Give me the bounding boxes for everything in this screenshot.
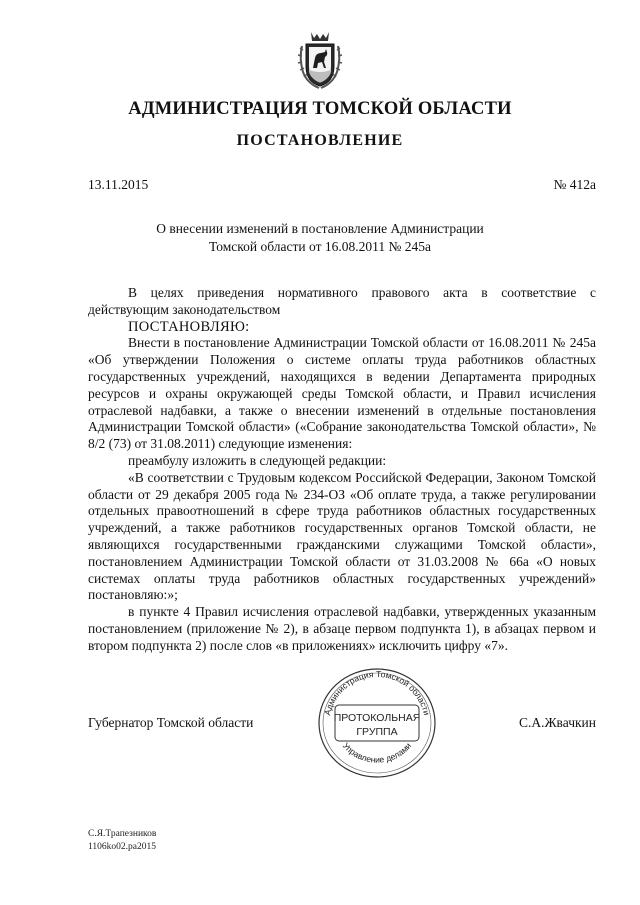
svg-text:Администрация Томской области: Администрация Томской области: [322, 668, 432, 717]
document-footer: [88, 828, 156, 854]
protocol-group-stamp: [315, 665, 439, 781]
subject-line-1: О внесении изменений в постановление Администрации: [156, 221, 484, 236]
amendment-paragraph: Внести в постановление Администрации Томской области от 16.08.2011 № 245а «Об утверждении Положения о системе оплаты труда работников областных государственных учреждений, находящихся в ведении Департамента природных ресурсов и охраны окружающей среды Томской области, и Правил исчисления отраслевой надбавки, а также о внесении изменений в отдельные постановления Администрации Томской области» («Собрание законодательства Томской области», № 8/2 (73) от 31.08.2011) следующие изменения:: [88, 335, 596, 452]
tomsk-region-coat-of-arms-icon: [297, 28, 343, 90]
signatory-name: С.А.Жвачкин: [518, 715, 596, 730]
document-type: ПОСТАНОВЛЕНИЕ: [236, 132, 404, 149]
document-number: № 412а: [553, 177, 596, 192]
executor-name: С.Я.Трапезников: [88, 829, 157, 839]
preamble-instruction: преамбулу изложить в следующей редакции:: [128, 452, 387, 468]
document-body: [88, 285, 596, 655]
subject-line-2: Томской области от 16.08.2011 № 245а: [209, 239, 431, 254]
new-preamble-text: «В соответствии с Трудовым кодексом Российской Федерации, Законом Томской области от 29 декабря 2005 года № 234-ОЗ «Об оплате труда, а также регулировании отдельных правоотношений в сфере труда работников областных государственных учреждений, а также работников государственных органов Томской области, не являющихся государственными гражданскими служащими Томской области», постановлением Администрации Томской области от 31.03.2008 № 66а «О новых системах оплаты труда работников областных государственных учреждений» постановляю:»;: [88, 469, 596, 603]
svg-text:ПРОТОКОЛЬНАЯ: ПРОТОКОЛЬНАЯ: [333, 712, 421, 724]
preamble-paragraph: В целях приведения нормативного правового акта в соответствие с действующим законодательством: [88, 285, 596, 317]
svg-text:Управление делами: Управление делами: [340, 740, 414, 765]
signatory-role: Губернатор Томской области: [88, 715, 254, 730]
file-reference: 1106ko02.pa2015: [88, 842, 156, 852]
document-date: 13.11.2015: [88, 177, 149, 192]
svg-text:ГРУППА: ГРУППА: [356, 726, 398, 738]
organization-title: АДМИНИСТРАЦИЯ ТОМСКОЙ ОБЛАСТИ: [128, 99, 512, 119]
clause-4-amendment: в пункте 4 Правил исчисления отраслевой надбавки, утвержденных указанным постановлением (приложение № 2), в абзаце первом подпункта 1), в абзацах первом и втором подпункта 2) после слов «в приложениях» исключить цифру «7».: [88, 604, 596, 653]
resolution-word: ПОСТАНОВЛЯЮ:: [128, 318, 250, 335]
